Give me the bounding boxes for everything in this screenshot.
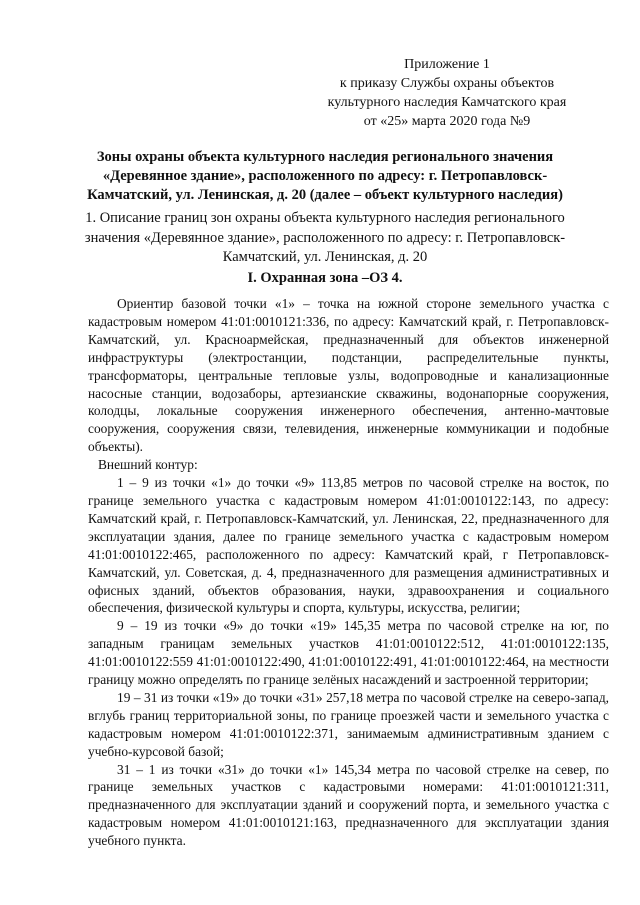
protection-zone-heading: I. Охранная зона –ОЗ 4. (247, 270, 403, 286)
segment-9-19-paragraph: 9 – 19 из точки «9» до точки «19» 145,35 метра по часовой стрелке на юг, по западным границам земельных участков 41:01:0010122:512, 41:01:0010122:135, 41:01:0010122:559 41:01:0010122:490, 41:01:0010122:491, 41:01:0010122:464, на местности границу можно определять по границе зелёных насаждений и застроенной территории; (88, 618, 609, 688)
appendix-line-1: Приложение 1 (404, 57, 490, 72)
segment-1-9-paragraph: 1 – 9 из точки «1» до точки «9» 113,85 метров по часовой стрелке на восток, по границе земельного участка с кадастровым номером 41:01:0010122:143, по адресу: Камчатский край, г. Петропавловск-Камчатский, ул. Ленинская, 22, предназначенного для эксплуатации здания, далее по границе земельного участка с кадастровым номером 41:01:0010122:465, расположенного по адресу: Камчатский край, г Петропавловск-Камчатский, ул. Советская, д. 4, предназначенного для размещения административных и офисных зданий, объектов образования, науки, здравоохранения и социального обеспечения, физической культуры и спорта, культуры, искусства, религии; (88, 475, 609, 616)
appendix-header (312, 55, 582, 131)
outer-contour-label: Внешний контур: (98, 457, 198, 473)
document-body (88, 295, 609, 850)
appendix-line-3: культурного наследия Камчатского края (327, 95, 567, 110)
segment-19-31-paragraph: 19 – 31 из точки «19» до точки «31» 257,18 метра по часовой стрелке на северо-запад, вглубь границ территориальной зоны, по границе проезжей части и земельного участка с кадастровым номером 41:01:0010122:371, занимаемым административным зданием с учебно-курсовой базой; (88, 689, 609, 759)
section-1-heading: 1. Описание границ зон охраны объекта культурного наследия регионального значения «Деревянное здание», расположенного по адресу: г. Петропавловск-Камчатский, ул. Ленинская, д. 20 (84, 210, 566, 265)
appendix-line-4: от «25» марта 2020 года №9 (363, 114, 531, 129)
segment-31-1-paragraph: 31 – 1 из точки «31» до точки «1» 145,34 метра по часовой стрелке на север, по границе земельных участков с кадастровыми номерами: 41:01:0010121:311, предназначенного для эксплуатации зданий и сооружений порта, и земельного участка с кадастровым номером 41:01:0010121:163, предназначенного для эксплуатации здания учебного пункта. (88, 761, 609, 849)
appendix-line-2: к приказу Службы охраны объектов (339, 76, 555, 91)
document-title: Зоны охраны объекта культурного наследия регионального значения «Деревянное здание», расположенного по адресу: г. Петропавловск-Камчатский, ул. Ленинская, д. 20 (далее – объект культурного наследия) (87, 149, 563, 203)
base-point-paragraph: Ориентир базовой точки «1» – точка на южной стороне земельного участка с кадастровым номером 41:01:0010121:336, по адресу: Камчатский край, г. Петропавловск-Камчатский, ул. Красноармейская, предназначенный для объектов инженерной инфраструктуры (электростанции, подстанции, распределительные пункты, трансформаторы, центральные тепловые узлы, водопроводные и канализационные насосные станции, водозаборы, артезианские скважины, водонапорные сооружения, колодцы, локальные сооружения инженерного обеспечения, антенно-мачтовые сооружения, сооружения связи, телевидения, инженерные коммуникации и подобные объекты). (88, 296, 609, 455)
